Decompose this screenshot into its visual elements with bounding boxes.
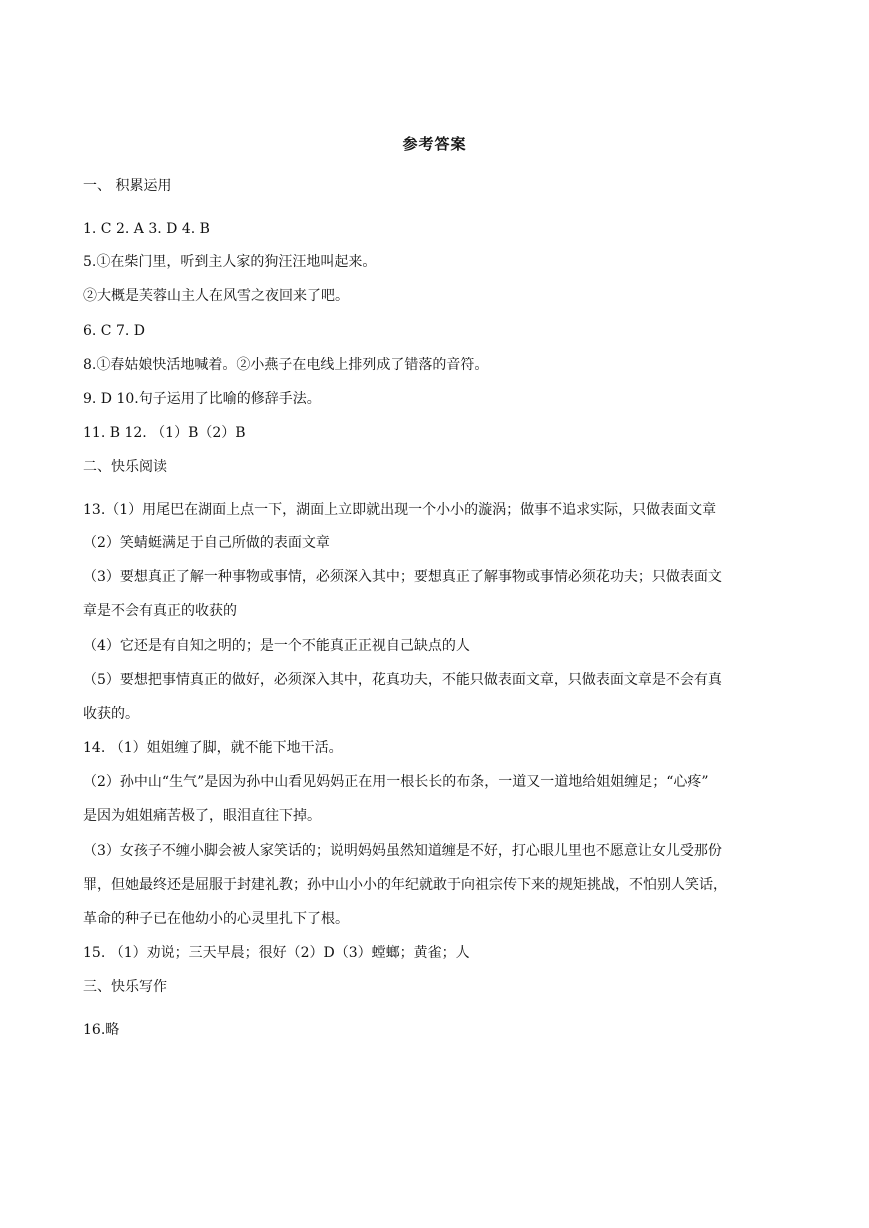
answer-line-1-4: 1. C 2. A 3. D 4. B: [83, 221, 210, 237]
answer-line-14-2b: 是因为姐姐痛苦极了，眼泪直往下掉。: [83, 808, 321, 824]
answer-line-6-7: 6. C 7. D: [83, 323, 146, 339]
answer-line-14-3c: 革命的种子已在他幼小的心灵里扎下了根。: [83, 911, 349, 927]
answer-line-13-5a: （5）要想把事情真正的做好，必须深入其中，花真功夫，不能只做表面文章，只做表面文章是不会有真: [83, 672, 722, 688]
answer-line-13-3a: （3）要想真正了解一种事物或事情，必须深入其中；要想真正了解事物或事情必须花功夫；只做表面文: [83, 569, 722, 585]
answer-line-11-12: 11. B 12. （1）B（2）B: [83, 425, 246, 441]
answer-line-14-3a: （3）女孩子不缠小脚会被人家笑话的；说明妈妈虽然知道缠是不好，打心眼儿里也不愿意让女儿受那份: [83, 843, 722, 859]
answer-line-14-3b: 罪，但她最终还是屈服于封建礼教；孙中山小小的年纪就敢于向祖宗传下来的规矩挑战，不怕别人笑话，: [83, 877, 727, 893]
answer-line-13-1: 13.（1）用尾巴在湖面上点一下，湖面上立即就出现一个小小的漩涡；做事不追求实际，只做表面文章: [83, 502, 717, 518]
section-heading-accumulation: 一、 积累运用: [83, 178, 172, 194]
answer-line-9-10: 9. D 10.句子运用了比喻的修辞手法。: [83, 391, 321, 407]
section-heading-writing: 三、快乐写作: [83, 979, 167, 995]
answer-line-13-5b: 收获的。: [83, 706, 139, 722]
answer-line-15: 15. （1）劝说；三天早晨；很好（2）D（3）螳螂；黄雀；人: [83, 945, 470, 961]
answer-line-16: 16.略: [83, 1022, 120, 1038]
answer-line-5b: ②大概是芙蓉山主人在风雪之夜回来了吧。: [83, 288, 349, 304]
answer-line-8: 8.①春姑娘快活地喊着。②小燕子在电线上排列成了错落的音符。: [83, 357, 489, 373]
answer-line-14-2a: （2）孙中山“生气”是因为孙中山看见妈妈正在用一根长长的布条，一道又一道地给姐姐缠足；“心疼”: [83, 774, 709, 790]
page-title: 参考答案: [402, 135, 467, 153]
answer-line-13-4: （4）它还是有自知之明的；是一个不能真正正视自己缺点的人: [83, 638, 470, 654]
answer-line-14-1: 14. （1）姐姐缠了脚，就不能下地干活。: [83, 740, 343, 756]
answer-line-13-3b: 章是不会有真正的收获的: [83, 603, 237, 619]
answer-line-13-2: （2）笑蜻蜓满足于自己所做的表面文章: [83, 535, 330, 551]
answer-line-5a: 5.①在柴门里，听到主人家的狗汪汪地叫起来。: [83, 254, 377, 270]
section-heading-reading: 二、快乐阅读: [83, 459, 167, 475]
